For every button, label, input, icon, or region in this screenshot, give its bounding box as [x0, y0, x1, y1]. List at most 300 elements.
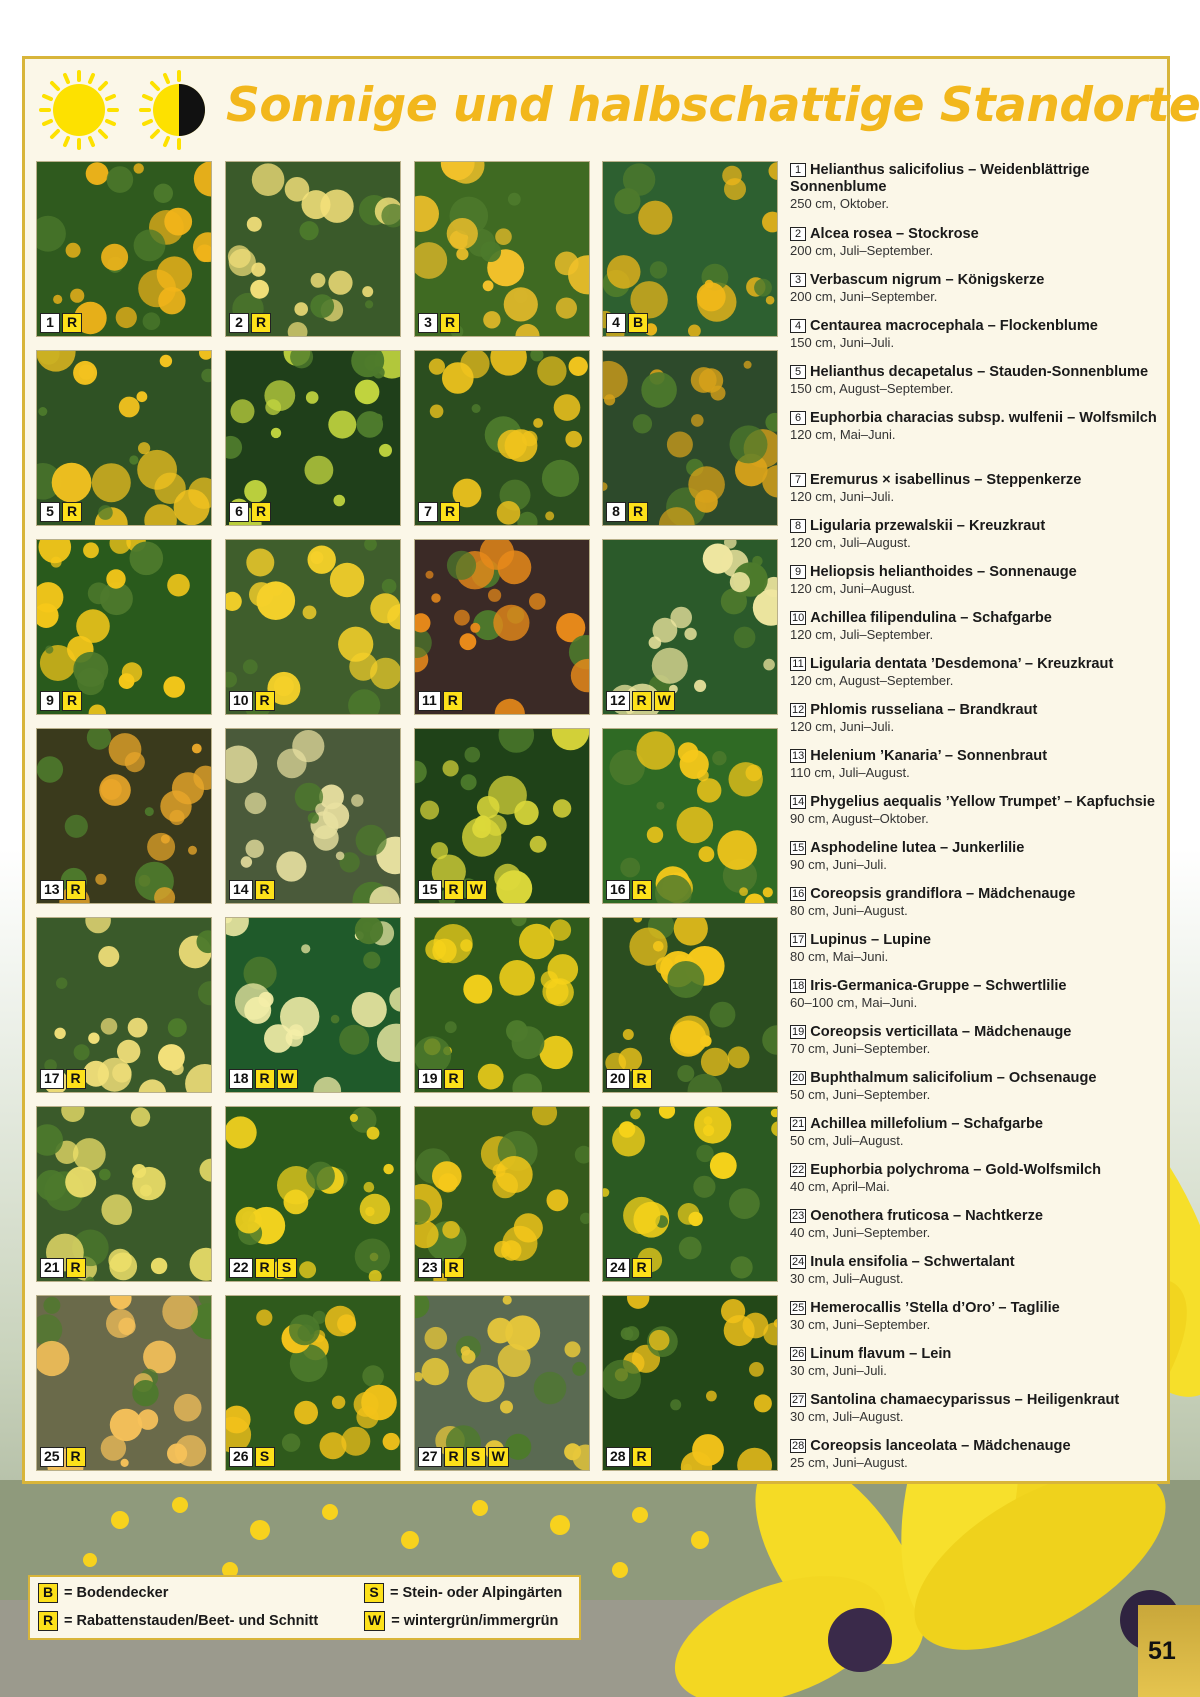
plant-photo-image [603, 540, 778, 715]
plant-photo-image [415, 162, 590, 337]
photo-code-tag: W [466, 880, 487, 900]
photo-tags [40, 1258, 86, 1278]
flower-blob [501, 1240, 521, 1260]
plant-name-text: Heliopsis helianthoides – Sonnenauge [810, 564, 1077, 580]
plant-list-item [790, 364, 1170, 397]
flower-blob [530, 836, 547, 853]
flower-blob [310, 294, 334, 318]
plant-name [790, 1392, 1170, 1409]
plant-name-text: Eremurus × isabellinus – Steppenkerze [810, 472, 1082, 488]
photo-tags [606, 313, 648, 333]
flower-blob [699, 846, 715, 862]
flower-blob [630, 1109, 641, 1120]
flower-blob [365, 300, 373, 308]
legend-item-r [38, 1611, 318, 1631]
photo-number: 7 [418, 502, 438, 522]
plant-list-item [790, 564, 1170, 597]
plant-detail: 120 cm, Mai–Juni. [790, 427, 896, 442]
flower-blob [671, 1016, 709, 1054]
flower-blob [504, 287, 538, 321]
flower-blob [692, 1434, 724, 1466]
flower-blob [443, 760, 459, 776]
flower-blob [431, 842, 448, 859]
plant-list-item [790, 794, 1170, 827]
photo-number: 8 [606, 502, 626, 522]
plant-photo-image [37, 1107, 212, 1282]
flower-blob [246, 840, 264, 858]
plant-photo-image [415, 918, 590, 1093]
flower-blob [168, 1018, 187, 1037]
flower-blob [370, 593, 400, 623]
flower-blob [265, 399, 281, 415]
plant-detail: 110 cm, Juli–August. [790, 765, 910, 780]
plant-number: 16 [792, 888, 805, 900]
flower-blob [539, 1036, 572, 1069]
photo-code-tag: R [632, 1447, 652, 1467]
photo-tags [40, 1447, 86, 1467]
flower-blob [361, 1385, 397, 1421]
plant-name [790, 656, 1170, 673]
legend-text: = wintergrün/immergrün [391, 1613, 559, 1629]
flower-blob [364, 1182, 375, 1193]
plant-number: 13 [792, 750, 805, 762]
flower-blob [298, 1324, 315, 1341]
plant-list-item [790, 1116, 1170, 1149]
flower-blob [496, 1156, 533, 1193]
photo-code-tag: R [440, 313, 460, 333]
flower-blob [500, 1401, 513, 1414]
flower-blob [70, 289, 84, 303]
plant-detail: 200 cm, Juni–September. [790, 289, 938, 304]
plant-number: 15 [792, 842, 805, 854]
plant-name [790, 886, 1170, 903]
photo-tags [418, 1258, 464, 1278]
plant-list-item [790, 1392, 1170, 1425]
page-number: 51 [1148, 1637, 1176, 1665]
flower-blob [546, 978, 574, 1006]
legend-code: R [38, 1611, 58, 1631]
photo-tags [229, 1258, 297, 1278]
flower-blob [328, 271, 352, 295]
photo-code-tag: R [66, 1447, 86, 1467]
flower-blob [174, 1394, 202, 1422]
flower-blob [641, 372, 677, 408]
photo-number: 4 [606, 313, 626, 333]
flower-blob [447, 218, 478, 249]
flower-blob [188, 846, 197, 855]
flower-blob [332, 1396, 345, 1409]
flower-blob [134, 230, 166, 262]
plant-photo-11 [414, 539, 590, 715]
flower-blob [37, 756, 63, 782]
flower-blob [292, 730, 324, 762]
flower-blob [445, 1021, 457, 1033]
flower-blob [163, 676, 185, 698]
flower-blob [246, 549, 274, 577]
flower-blob [647, 827, 663, 843]
flower-blob [129, 455, 138, 464]
flower-blob [478, 1064, 504, 1090]
plant-detail: 30 cm, Juli–August. [790, 1409, 904, 1424]
flower-blob [235, 1207, 262, 1234]
plant-name-text: Helenium ’Kanaria’ – Sonnenbraut [810, 748, 1048, 764]
flower-blob [362, 286, 373, 297]
flower-blob [472, 404, 481, 413]
flower-blob [88, 582, 110, 604]
plant-number: 20 [792, 1072, 805, 1084]
flower-blob [749, 1362, 764, 1377]
plant-name [790, 272, 1170, 289]
flower-blob [763, 659, 775, 671]
flower-blob [712, 751, 726, 765]
flower-blob [109, 1253, 137, 1281]
flower-blob [633, 414, 652, 433]
flower-blob [320, 190, 353, 223]
flower-blob [306, 391, 319, 404]
plant-photo-25 [36, 1295, 212, 1471]
flower-blob [447, 551, 476, 580]
flower-blob [623, 1197, 660, 1234]
flower-blob [462, 1350, 476, 1364]
flower-blob [460, 633, 477, 650]
photo-tags [229, 502, 271, 522]
flower-blob [101, 1194, 132, 1225]
plant-list-item [790, 410, 1170, 443]
plant-list-item [790, 162, 1170, 212]
photo-code-tag: W [488, 1447, 509, 1467]
flower-blob [684, 628, 696, 640]
flower-blob [229, 249, 256, 276]
plant-name-text: Helianthus salicifolius – Weidenblättrige Sonnenblume [790, 162, 1090, 195]
flower-blob [294, 1401, 318, 1425]
flower-blob [565, 431, 582, 448]
plant-detail: 30 cm, Juni–September. [790, 1317, 931, 1332]
plant-name-text: Verbascum nigrum – Königskerze [810, 272, 1045, 288]
flower-blob [73, 1138, 106, 1171]
flower-blob [271, 428, 281, 438]
legend-item-w [364, 1611, 558, 1631]
legend-code: W [364, 1611, 385, 1631]
flower-blob [460, 939, 472, 951]
photo-tags [606, 1258, 652, 1278]
flower-blob [619, 1121, 636, 1138]
flower-blob [754, 279, 772, 297]
flower-blob [382, 579, 397, 594]
flower-blob [339, 1025, 369, 1055]
flower-blob [328, 411, 356, 439]
flower-blob [351, 794, 363, 806]
flower-blob [699, 368, 723, 392]
flower-blob [355, 1239, 390, 1274]
flower-blob [101, 779, 122, 800]
photo-tags [418, 1447, 509, 1467]
photo-number: 23 [418, 1258, 442, 1278]
flower-blob [117, 1040, 140, 1063]
legend-code: S [364, 1583, 384, 1603]
photo-tags [606, 502, 648, 522]
photo-code-tag: R [444, 1258, 464, 1278]
plant-detail: 120 cm, Juni–August. [790, 581, 916, 596]
photo-code-tag: S [277, 1258, 297, 1278]
photo-number: 17 [40, 1069, 64, 1089]
plant-photo-image [603, 351, 778, 526]
plant-detail: 25 cm, Juni–August. [790, 1455, 908, 1470]
legend-text: = Bodendecker [64, 1585, 169, 1601]
flower-blob [667, 961, 704, 998]
flower-blob [667, 432, 693, 458]
plant-photo-image [37, 162, 212, 337]
plant-photo-23 [414, 1106, 590, 1282]
flower-blob [739, 887, 748, 896]
flower-blob [565, 1341, 581, 1357]
plant-name-text: Iris-Germanica-Gruppe – Schwertlilie [810, 978, 1067, 994]
flower-blob [701, 1048, 729, 1076]
photo-code-tag: R [66, 1069, 86, 1089]
flower-blob [53, 295, 62, 304]
flower-blob [621, 1327, 634, 1340]
flower-blob [498, 550, 532, 584]
flower-blob [276, 851, 306, 881]
plant-photo-image [603, 162, 778, 337]
photo-code-tag: B [628, 313, 648, 333]
flower-blob [734, 627, 756, 649]
flower-blob [483, 280, 494, 291]
flower-blob [167, 574, 190, 597]
flower-blob [569, 357, 588, 376]
flower-blob [426, 571, 434, 579]
plant-name [790, 702, 1170, 719]
plant-photo-image [226, 1296, 401, 1471]
flower-blob [244, 997, 271, 1024]
flower-blob [138, 1409, 159, 1430]
plant-list-item [790, 1208, 1170, 1241]
photo-number: 6 [229, 502, 249, 522]
plant-name-text: Helianthus decapetalus – Stauden-Sonnenblume [810, 364, 1149, 380]
flower-blob [244, 480, 267, 503]
plant-detail: 120 cm, Juli–September. [790, 627, 934, 642]
flower-blob [245, 793, 267, 815]
plant-list-item [790, 1346, 1170, 1379]
plant-number: 8 [790, 519, 806, 533]
plant-photo-2 [225, 161, 401, 337]
flower-blob [650, 261, 667, 278]
flower-blob [370, 658, 401, 690]
plant-list-item [790, 1070, 1170, 1103]
flower-blob [119, 673, 135, 689]
legend-text: = Stein- oder Alpingärten [390, 1585, 563, 1601]
flower-blob [45, 646, 53, 654]
flower-blob [649, 1330, 670, 1351]
plant-detail: 120 cm, Juli–August. [790, 535, 911, 550]
flower-blob [99, 1169, 111, 1181]
flower-blob [154, 473, 185, 504]
photo-tags [606, 691, 675, 711]
plant-detail: 40 cm, April–Mai. [790, 1179, 890, 1194]
flower-blob [696, 1145, 713, 1162]
flower-blob [310, 551, 323, 564]
flower-blob [303, 606, 317, 620]
plant-photo-image [415, 540, 590, 715]
flower-blob [362, 1365, 384, 1387]
flower-blob [86, 162, 109, 185]
flower-blob [336, 852, 345, 861]
plant-detail: 150 cm, August–September. [790, 381, 954, 396]
flower-blob [677, 1065, 694, 1082]
flower-blob [512, 1026, 545, 1059]
photo-number: 27 [418, 1447, 442, 1467]
plant-list-item [790, 272, 1170, 305]
flower-blob [553, 799, 571, 817]
flower-blob [37, 1170, 67, 1201]
plant-photo-3 [414, 161, 590, 337]
plant-name-text: Coreopsis grandiflora – Mädchenauge [810, 886, 1076, 902]
plant-list-item [790, 656, 1170, 689]
flower-blob [430, 405, 444, 419]
flower-blob [422, 1358, 449, 1385]
plant-photo-17 [36, 917, 212, 1093]
plant-photo-20 [602, 917, 778, 1093]
flower-blob [145, 807, 154, 816]
plant-name [790, 748, 1170, 765]
flower-blob [442, 1221, 460, 1239]
flower-blob [556, 298, 577, 319]
plant-name-text: Santolina chamaecyparissus – Heiligenkraut [810, 1392, 1120, 1408]
photo-code-tag: R [632, 691, 652, 711]
plant-number: 21 [792, 1118, 805, 1130]
plant-list-item [790, 702, 1170, 735]
flower-blob [137, 391, 148, 402]
flower-blob [158, 1044, 185, 1071]
plant-list-item [790, 472, 1170, 505]
flower-blob [315, 803, 328, 816]
flower-blob [432, 939, 456, 963]
photo-number: 18 [229, 1069, 253, 1089]
plant-name-text: Achillea filipendulina – Schafgarbe [810, 610, 1052, 626]
plant-photo-image [37, 918, 212, 1093]
photo-number: 20 [606, 1069, 630, 1089]
flower-blob [497, 501, 521, 525]
flower-blob [623, 1029, 634, 1040]
flower-blob [106, 1309, 135, 1338]
plant-list-item [790, 518, 1170, 551]
flower-blob [542, 460, 579, 497]
plant-number: 14 [792, 796, 805, 808]
flower-blob [670, 607, 692, 629]
flower-blob [101, 1018, 118, 1035]
photo-tags [418, 691, 463, 711]
plant-name-text: Alcea rosea – Stockrose [810, 226, 979, 242]
legend [28, 1575, 581, 1640]
plant-photo-22 [225, 1106, 401, 1282]
plant-name [790, 1116, 1170, 1133]
plant-name [790, 472, 1170, 489]
photo-tags [229, 313, 271, 333]
flower-blob [763, 887, 773, 897]
flower-blob [462, 817, 501, 856]
photo-code-tag: S [255, 1447, 275, 1467]
plant-detail: 120 cm, August–September. [790, 673, 954, 688]
flower-blob [636, 731, 675, 770]
photo-code-tag: R [632, 880, 652, 900]
flower-blob [730, 425, 768, 463]
flower-blob [463, 975, 492, 1004]
photo-code-tag: S [466, 1447, 486, 1467]
plant-photo-image [37, 729, 212, 904]
flower-blob [160, 355, 172, 367]
flower-blob [432, 1161, 462, 1191]
plant-list-item [790, 978, 1170, 1011]
photo-number: 3 [418, 313, 438, 333]
plant-detail: 50 cm, Juni–September. [790, 1087, 931, 1102]
flower-blob [603, 1360, 641, 1399]
flower-blob [623, 163, 655, 195]
plant-name [790, 1162, 1170, 1179]
photo-tags [606, 1069, 652, 1089]
plant-name [790, 1208, 1170, 1225]
flower-blob [717, 830, 757, 870]
flower-blob [192, 744, 202, 754]
flower-blob [537, 356, 566, 385]
plant-list-item [790, 226, 1170, 259]
plant-list-item [790, 1300, 1170, 1333]
flower-blob [505, 1434, 531, 1460]
flower-blob [754, 1394, 772, 1412]
flower-blob [98, 946, 119, 967]
plant-photo-24 [602, 1106, 778, 1282]
photo-code-tag: R [62, 502, 82, 522]
flower-blob [454, 610, 470, 626]
flower-blob [56, 978, 67, 989]
flower-blob [722, 166, 742, 186]
plant-name-text: Asphodeline lutea – Junkerlilie [810, 840, 1025, 856]
photo-code-tag: R [251, 313, 271, 333]
photo-code-tag: R [255, 691, 275, 711]
plant-number: 19 [792, 1026, 805, 1038]
flower-blob [363, 952, 380, 969]
flower-blob [101, 1435, 126, 1460]
flower-blob [231, 399, 255, 423]
flower-blob [746, 765, 763, 782]
flower-blob [256, 1310, 272, 1326]
plant-photo-8 [602, 350, 778, 526]
plant-name [790, 364, 1170, 381]
plant-number: 4 [790, 319, 806, 333]
flower-blob [505, 429, 538, 462]
plant-name [790, 162, 1170, 196]
sun-icon [41, 72, 117, 148]
photo-code-tag: R [440, 502, 460, 522]
flower-blob [652, 648, 688, 684]
plant-detail: 90 cm, August–Oktober. [790, 811, 929, 826]
plant-photo-5 [36, 350, 212, 526]
flower-blob [706, 1391, 717, 1402]
photo-tags [418, 313, 460, 333]
plant-name-text: Coreopsis lanceolata – Mädchenauge [810, 1438, 1071, 1454]
photo-tags [418, 880, 487, 900]
flower-blob [311, 273, 326, 288]
photo-tags [229, 691, 275, 711]
plant-photo-image [603, 729, 778, 904]
flower-blob [360, 1194, 390, 1224]
flower-blob [138, 442, 150, 454]
photo-number: 24 [606, 1258, 630, 1278]
plant-name [790, 1024, 1170, 1041]
photo-tags [606, 880, 652, 900]
photo-tags [40, 880, 86, 900]
photo-tags [40, 691, 82, 711]
photo-number: 12 [606, 691, 630, 711]
plant-list-item [790, 1254, 1170, 1287]
